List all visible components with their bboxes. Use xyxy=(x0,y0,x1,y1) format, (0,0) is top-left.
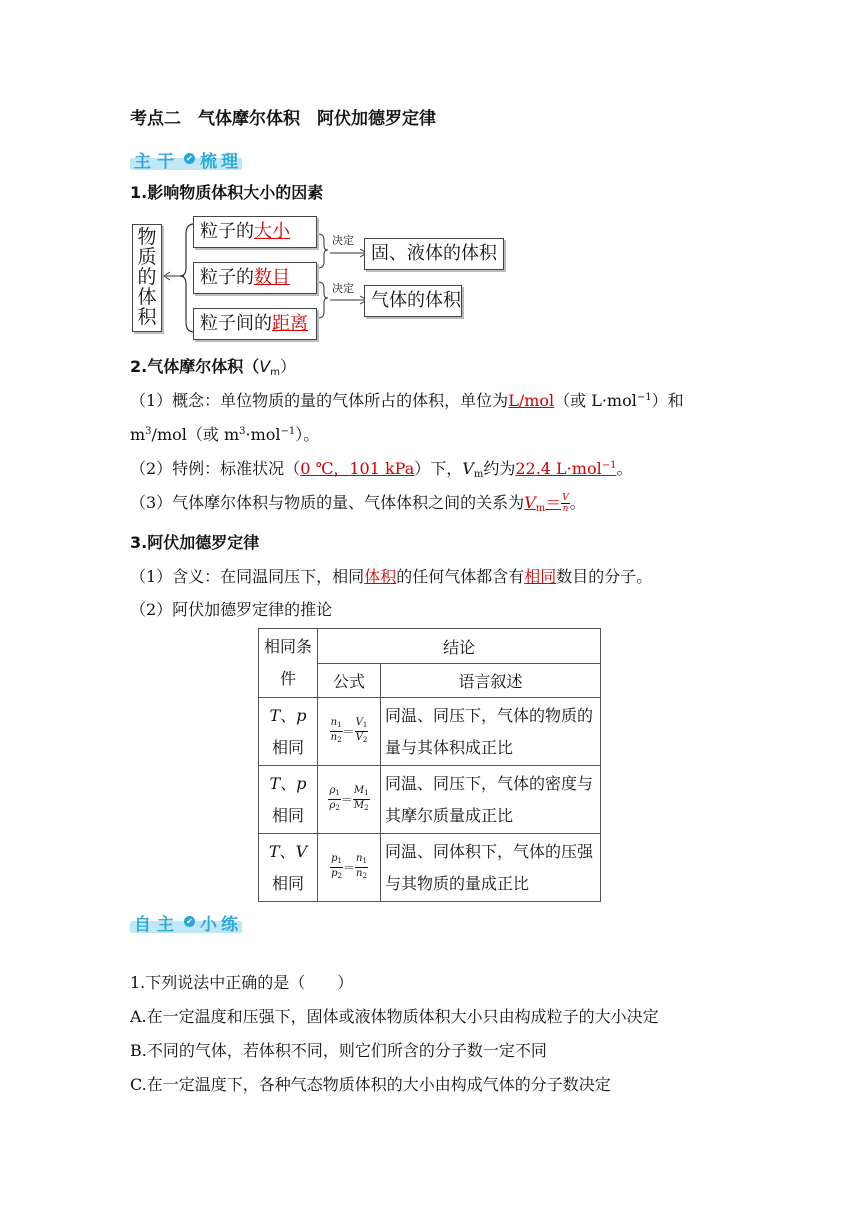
arrow-label-1: 决定 xyxy=(332,234,354,247)
row-description: 同温、同体积下，气体的压强与其物质的量成正比 xyxy=(381,834,601,902)
den-sub: 2 xyxy=(364,804,369,812)
row-formula xyxy=(318,834,381,902)
fraction-left xyxy=(330,717,343,746)
den: ρ xyxy=(329,800,336,811)
question-stem: 1.下列说法中正确的是（ ） xyxy=(130,973,354,992)
superscript: −1 xyxy=(601,460,617,471)
text: 。 xyxy=(616,459,633,478)
text: （3）气体摩尔体积与物质的量、气体体积之间的关系为 xyxy=(130,493,525,512)
arrow-label-2: 决定 xyxy=(332,282,354,295)
var: V xyxy=(295,841,308,861)
text: 相同 xyxy=(271,805,304,825)
text: 。 xyxy=(569,493,586,512)
heading-close: ） xyxy=(279,357,296,376)
heading-subscript: m xyxy=(270,367,280,378)
row-formula xyxy=(318,766,381,834)
fraction-left xyxy=(328,785,340,814)
den-sub: 2 xyxy=(337,736,342,744)
superscript: −1 xyxy=(636,392,652,403)
answer-keyword: 相同 xyxy=(524,567,557,586)
superscript: −1 xyxy=(280,426,296,437)
banner-right-text: 梳理 xyxy=(200,152,242,172)
option-c: C.在一定温度下，各种气态物质体积的大小由构成气体的分子数决定 xyxy=(130,1075,611,1094)
num: M xyxy=(353,785,365,796)
row-description: 同温、同压下，气体的物质的量与其体积成正比 xyxy=(381,698,601,766)
answer-condition: 0 ℃，101 kPa xyxy=(300,459,415,478)
superscript: 3 xyxy=(145,426,152,437)
box-prefix: 粒子间的 xyxy=(200,313,272,334)
den-sub: 2 xyxy=(362,736,368,744)
num: p xyxy=(331,853,338,864)
fraction-left xyxy=(330,853,343,882)
answer-keyword: 体积 xyxy=(364,567,397,586)
superscript: 3 xyxy=(239,426,246,437)
den: M xyxy=(353,800,365,811)
table-row xyxy=(259,834,601,902)
equals-sign: ＝ xyxy=(545,493,562,512)
text: ）下， xyxy=(414,459,463,478)
section-title: 考点二 气体摩尔体积 阿伏加德罗定律 xyxy=(130,109,436,129)
text: ）和 xyxy=(651,391,684,410)
heading-variable: V xyxy=(259,357,271,376)
var: T xyxy=(269,705,281,725)
den-sub: 2 xyxy=(362,872,367,880)
banner-main-review xyxy=(130,146,242,172)
num-sub: 1 xyxy=(364,789,369,797)
heading-3 xyxy=(130,530,259,553)
text: m xyxy=(130,425,146,444)
variable: V xyxy=(462,459,474,478)
paragraph-2-1 xyxy=(130,388,684,411)
box-keyword: 大小 xyxy=(254,221,290,242)
equals-sign: ＝ xyxy=(342,725,355,739)
sep: 、 xyxy=(279,841,296,861)
text: ·mol xyxy=(245,425,281,444)
text: 相同 xyxy=(271,873,304,893)
box-prefix: 粒子的 xyxy=(200,267,254,288)
fraction xyxy=(561,493,570,514)
num: V xyxy=(355,717,363,728)
text: 的任何气体都含有 xyxy=(396,567,525,586)
option-b: B.不同的气体，若体积不同，则它们所含的分子数一定不同 xyxy=(130,1041,547,1060)
var: T xyxy=(268,841,280,861)
banner-self-practice xyxy=(130,909,242,935)
var: p xyxy=(296,705,307,725)
answer-formula xyxy=(524,493,570,512)
answer-value xyxy=(515,459,616,478)
row-formula xyxy=(318,698,381,766)
num: ρ xyxy=(329,785,336,796)
text: ）。 xyxy=(295,425,320,444)
den: V xyxy=(355,732,363,743)
den: n xyxy=(330,732,338,743)
banner-right-text: 小练 xyxy=(200,915,242,935)
text: /mol（或 m xyxy=(151,425,240,444)
numerator: V xyxy=(562,493,569,503)
diagram-result-solid-liquid: 固、液体的体积 xyxy=(364,238,504,270)
text: 相同 xyxy=(271,737,304,757)
num-sub: 1 xyxy=(362,721,368,729)
table-row xyxy=(259,766,601,834)
heading-1 xyxy=(130,180,323,203)
text: （1）含义：在同温同压下，相同 xyxy=(130,567,365,586)
diagram-box-size xyxy=(193,216,317,248)
sep: 、 xyxy=(280,773,297,793)
num: n xyxy=(330,717,338,728)
sep: 、 xyxy=(280,705,297,725)
paragraph-2-3 xyxy=(130,490,586,514)
heading-text: .影响物质体积大小的因素 xyxy=(141,183,324,202)
value-text: 22.4 L·mol xyxy=(515,459,602,478)
text: 约为 xyxy=(483,459,516,478)
diagram-result-gas: 气体的体积 xyxy=(364,285,462,317)
box-keyword: 数目 xyxy=(254,267,290,288)
header-formula: 公式 xyxy=(318,664,381,698)
num-sub: 1 xyxy=(335,789,340,797)
den-sub: 2 xyxy=(335,804,340,812)
heading-text: .阿伏加德罗定律 xyxy=(141,533,260,552)
equals-sign: ＝ xyxy=(340,793,353,807)
heading-number: 2 xyxy=(130,357,142,376)
heading-number: 3 xyxy=(130,533,142,552)
diagram-box-number xyxy=(193,262,317,294)
avogadro-corollary-table xyxy=(258,628,601,902)
text: （或 L·mol xyxy=(554,391,637,410)
paragraph-3-2: （2）阿伏加德罗定律的推论 xyxy=(130,600,333,619)
fraction-right xyxy=(355,717,369,746)
variable: V xyxy=(524,493,536,512)
den-sub: 2 xyxy=(337,872,342,880)
row-description: 同温、同压下，气体的密度与其摩尔质量成正比 xyxy=(381,766,601,834)
banner-left-text: 主干 xyxy=(134,152,180,172)
num-sub: 1 xyxy=(362,857,367,865)
den: p xyxy=(331,868,338,879)
banner-left-text: 自主 xyxy=(134,915,180,935)
num-sub: 1 xyxy=(337,721,342,729)
text: （2）特例：标准状况（ xyxy=(130,459,301,478)
row-condition xyxy=(259,766,318,834)
subscript: m xyxy=(535,503,546,514)
diagram-left-label: 物质的体积 xyxy=(132,224,162,332)
header-condition: 相同条件 xyxy=(259,629,318,698)
equals-sign: ＝ xyxy=(342,861,355,875)
heading-number: 1 xyxy=(130,183,142,202)
fraction-right xyxy=(353,785,370,814)
heading-text: .气体摩尔体积（ xyxy=(141,357,260,376)
check-icon: ✔ xyxy=(184,153,195,164)
check-icon: ✔ xyxy=(184,916,195,927)
num: n xyxy=(355,853,363,864)
row-condition xyxy=(259,834,318,902)
paragraph-3-1 xyxy=(130,564,652,587)
header-description: 语言叙述 xyxy=(381,664,601,698)
text: （1）概念：单位物质的量的气体所占的体积，单位为 xyxy=(130,391,509,410)
table-row xyxy=(259,698,601,766)
heading-2 xyxy=(130,354,296,378)
paragraph-2-1-cont xyxy=(130,422,319,445)
denominator: n xyxy=(562,504,569,514)
subscript: m xyxy=(473,469,484,480)
row-condition xyxy=(259,698,318,766)
box-keyword: 距离 xyxy=(272,313,308,334)
option-a: A.在一定温度和压强下，固体或液体物质体积大小只由构成粒子的大小决定 xyxy=(130,1007,659,1026)
var: T xyxy=(269,773,281,793)
var: p xyxy=(296,773,307,793)
diagram-box-distance xyxy=(193,308,317,340)
answer-unit: L/mol xyxy=(508,391,555,410)
box-prefix: 粒子的 xyxy=(200,221,254,242)
paragraph-2-2 xyxy=(130,456,632,480)
header-conclusion: 结论 xyxy=(318,629,601,664)
den: n xyxy=(355,868,363,879)
text: 数目的分子。 xyxy=(556,567,653,586)
num-sub: 1 xyxy=(337,857,342,865)
fraction-right xyxy=(355,853,368,882)
